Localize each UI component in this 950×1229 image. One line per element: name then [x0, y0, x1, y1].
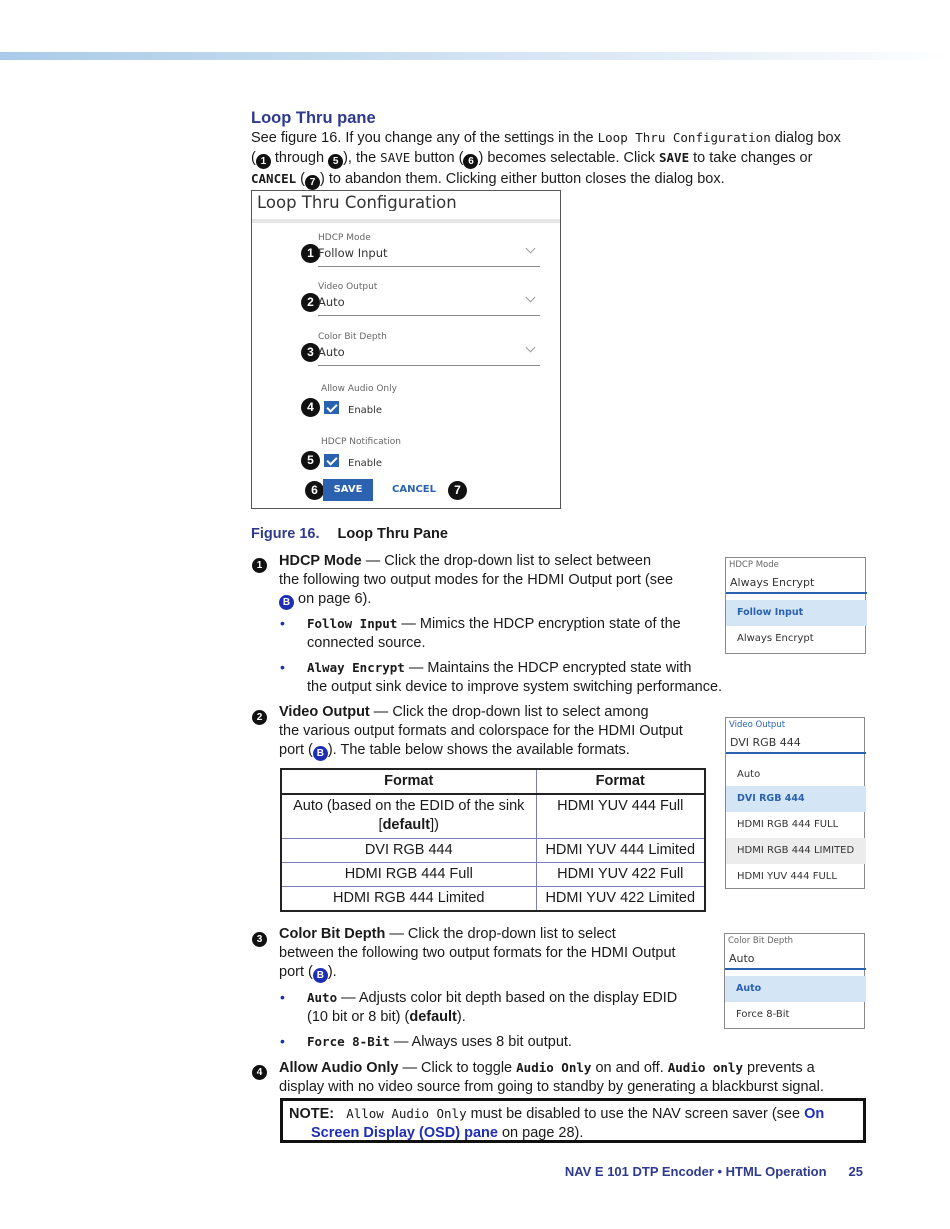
table-row	[281, 862, 705, 886]
hdcp-notification-checkbox[interactable]	[324, 454, 339, 467]
table-cell: Auto (based on the EDID of the sink [default])	[281, 794, 536, 838]
hdcp-mode-value: Follow Input	[318, 246, 388, 260]
callout-5: 5	[301, 451, 320, 470]
item-1-text: HDCP Mode — Click the drop-down list to select between the following two output modes for the HDMI Output port (see B on page 6).	[279, 553, 674, 608]
figure-caption: Figure 16. Loop Thru Pane	[251, 526, 448, 542]
dialog-title: Loop Thru Configuration	[257, 193, 457, 211]
widget-divider	[726, 592, 867, 594]
option-auto[interactable]: Auto	[725, 976, 866, 1002]
osd-pane-link-cont[interactable]: Screen Display (OSD) pane	[311, 1125, 498, 1141]
table-header: Format	[281, 769, 536, 794]
video-output-widget-label: Video Output	[729, 720, 786, 730]
table-row	[281, 838, 705, 862]
cancel-button[interactable]: CANCEL	[392, 484, 436, 495]
option-follow-input[interactable]: Follow Input	[726, 600, 867, 626]
item-4-text: Allow Audio Only — Click to toggle Audio Only on and off. Audio only prevents a display with no video source from going to standby by generating a blackburst signal.	[279, 1060, 824, 1095]
video-output-select[interactable]	[318, 282, 540, 310]
item-3-bullet-2: • Force 8-Bit — Always uses 8 bit output.	[280, 1033, 572, 1050]
table-cell: HDMI RGB 444 Limited	[281, 886, 536, 911]
format-table	[280, 768, 706, 912]
option-hdmi-rgb-444-full[interactable]: HDMI RGB 444 FULL	[737, 819, 839, 830]
allow-audio-only-checkbox[interactable]	[324, 401, 339, 414]
dialog-divider	[252, 219, 560, 223]
item-3-number: 3	[252, 927, 267, 947]
hdcp-mode-dropdown[interactable]	[725, 557, 866, 654]
video-output-dropdown[interactable]	[725, 717, 865, 889]
section-title: Loop Thru pane	[251, 109, 376, 127]
table-row	[281, 886, 705, 911]
color-bit-depth-select[interactable]	[318, 332, 540, 360]
video-output-label: Video Output	[318, 282, 378, 292]
widget-divider	[725, 968, 866, 970]
item-4-number: 4	[252, 1060, 267, 1080]
osd-pane-link[interactable]: On	[804, 1106, 825, 1122]
callout-1: 1	[301, 244, 320, 263]
color-bit-depth-dropdown[interactable]	[724, 933, 865, 1029]
table-row	[281, 794, 705, 838]
hdcp-mode-widget-label: HDCP Mode	[729, 560, 779, 570]
table-cell: HDMI YUV 422 Limited	[536, 886, 705, 911]
loop-thru-dialog	[251, 190, 561, 509]
color-bit-depth-widget-label: Color Bit Depth	[728, 936, 794, 946]
hdcp-mode-select[interactable]	[318, 233, 540, 261]
header-bar	[0, 52, 950, 60]
item-1-bullet-2: • Alway Encrypt — Maintains the HDCP encrypted state with the output sink device to improve system switching performance.	[280, 659, 723, 695]
option-always-encrypt[interactable]: Always Encrypt	[737, 633, 814, 644]
table-cell: HDMI YUV 444 Full	[536, 794, 705, 838]
table-cell: HDMI YUV 444 Limited	[536, 838, 705, 862]
item-1-bullet-1: • Follow Input — Mimics the HDCP encryption state of the connected source.	[280, 615, 681, 651]
option-force-8-bit[interactable]: Force 8-Bit	[736, 1009, 790, 1020]
hdcp-mode-widget-value: Always Encrypt	[730, 576, 815, 589]
option-auto[interactable]: Auto	[737, 769, 761, 780]
page-footer: NAV E 101 DTP Encoder • HTML Operation 25	[564, 1164, 863, 1179]
table-cell: HDMI YUV 422 Full	[536, 862, 705, 886]
color-bit-depth-label: Color Bit Depth	[318, 332, 387, 342]
item-2-text: Video Output — Click the drop-down list to select among the various output formats and colorspace for the HDMI Output port ( B ). The table below shows the available formats.	[279, 704, 683, 759]
callout-2: 2	[301, 293, 320, 312]
item-2-number: 2	[252, 705, 267, 725]
callout-7: 7	[448, 481, 467, 500]
color-bit-depth-widget-value: Auto	[729, 952, 755, 965]
color-bit-depth-value: Auto	[318, 345, 345, 359]
table-header: Format	[536, 769, 705, 794]
hdcp-mode-label: HDCP Mode	[318, 233, 371, 243]
callout-4: 4	[301, 398, 320, 417]
option-dvi-rgb-444[interactable]: DVI RGB 444	[726, 786, 866, 812]
item-1-number: 1	[252, 553, 267, 573]
video-output-widget-value: DVI RGB 444	[730, 736, 801, 749]
allow-audio-only-label: Allow Audio Only	[321, 384, 397, 394]
callout-3: 3	[301, 343, 320, 362]
note-box: NOTE: Allow Audio Only must be disabled to use the NAV screen saver (see On Screen Display (OSD) pane on page 28).	[280, 1098, 866, 1143]
allow-audio-only-enable-label: Enable	[348, 405, 383, 416]
hdcp-notification-enable-label: Enable	[348, 458, 383, 469]
hdcp-notification-label: HDCP Notification	[321, 437, 401, 447]
item-3-text: Color Bit Depth — Click the drop-down list to select between the following two output formats for the HDMI Output port ( B ).	[279, 926, 676, 981]
option-hdmi-rgb-444-limited[interactable]: HDMI RGB 444 LIMITED	[726, 838, 866, 864]
save-button[interactable]: SAVE	[323, 479, 373, 501]
table-header-row	[281, 769, 705, 794]
callout-6: 6	[305, 481, 324, 500]
table-cell: HDMI RGB 444 Full	[281, 862, 536, 886]
video-output-value: Auto	[318, 295, 345, 309]
intro-paragraph: See figure 16. If you change any of the settings in the Loop Thru Configuration dialog box ( 1 through 5 ), the SAVE button ( 6 ) becomes selectable. Click SAVE to take changes or CANCEL ( 7 ) to abandon them. Clicking either button closes the dialog box.	[251, 130, 841, 188]
option-hdmi-yuv-444-full[interactable]: HDMI YUV 444 FULL	[737, 871, 837, 882]
widget-divider	[726, 752, 866, 754]
table-cell: DVI RGB 444	[281, 838, 536, 862]
item-3-bullet-1: • Auto — Adjusts color bit depth based on the display EDID (10 bit or 8 bit) (default).	[280, 989, 678, 1025]
